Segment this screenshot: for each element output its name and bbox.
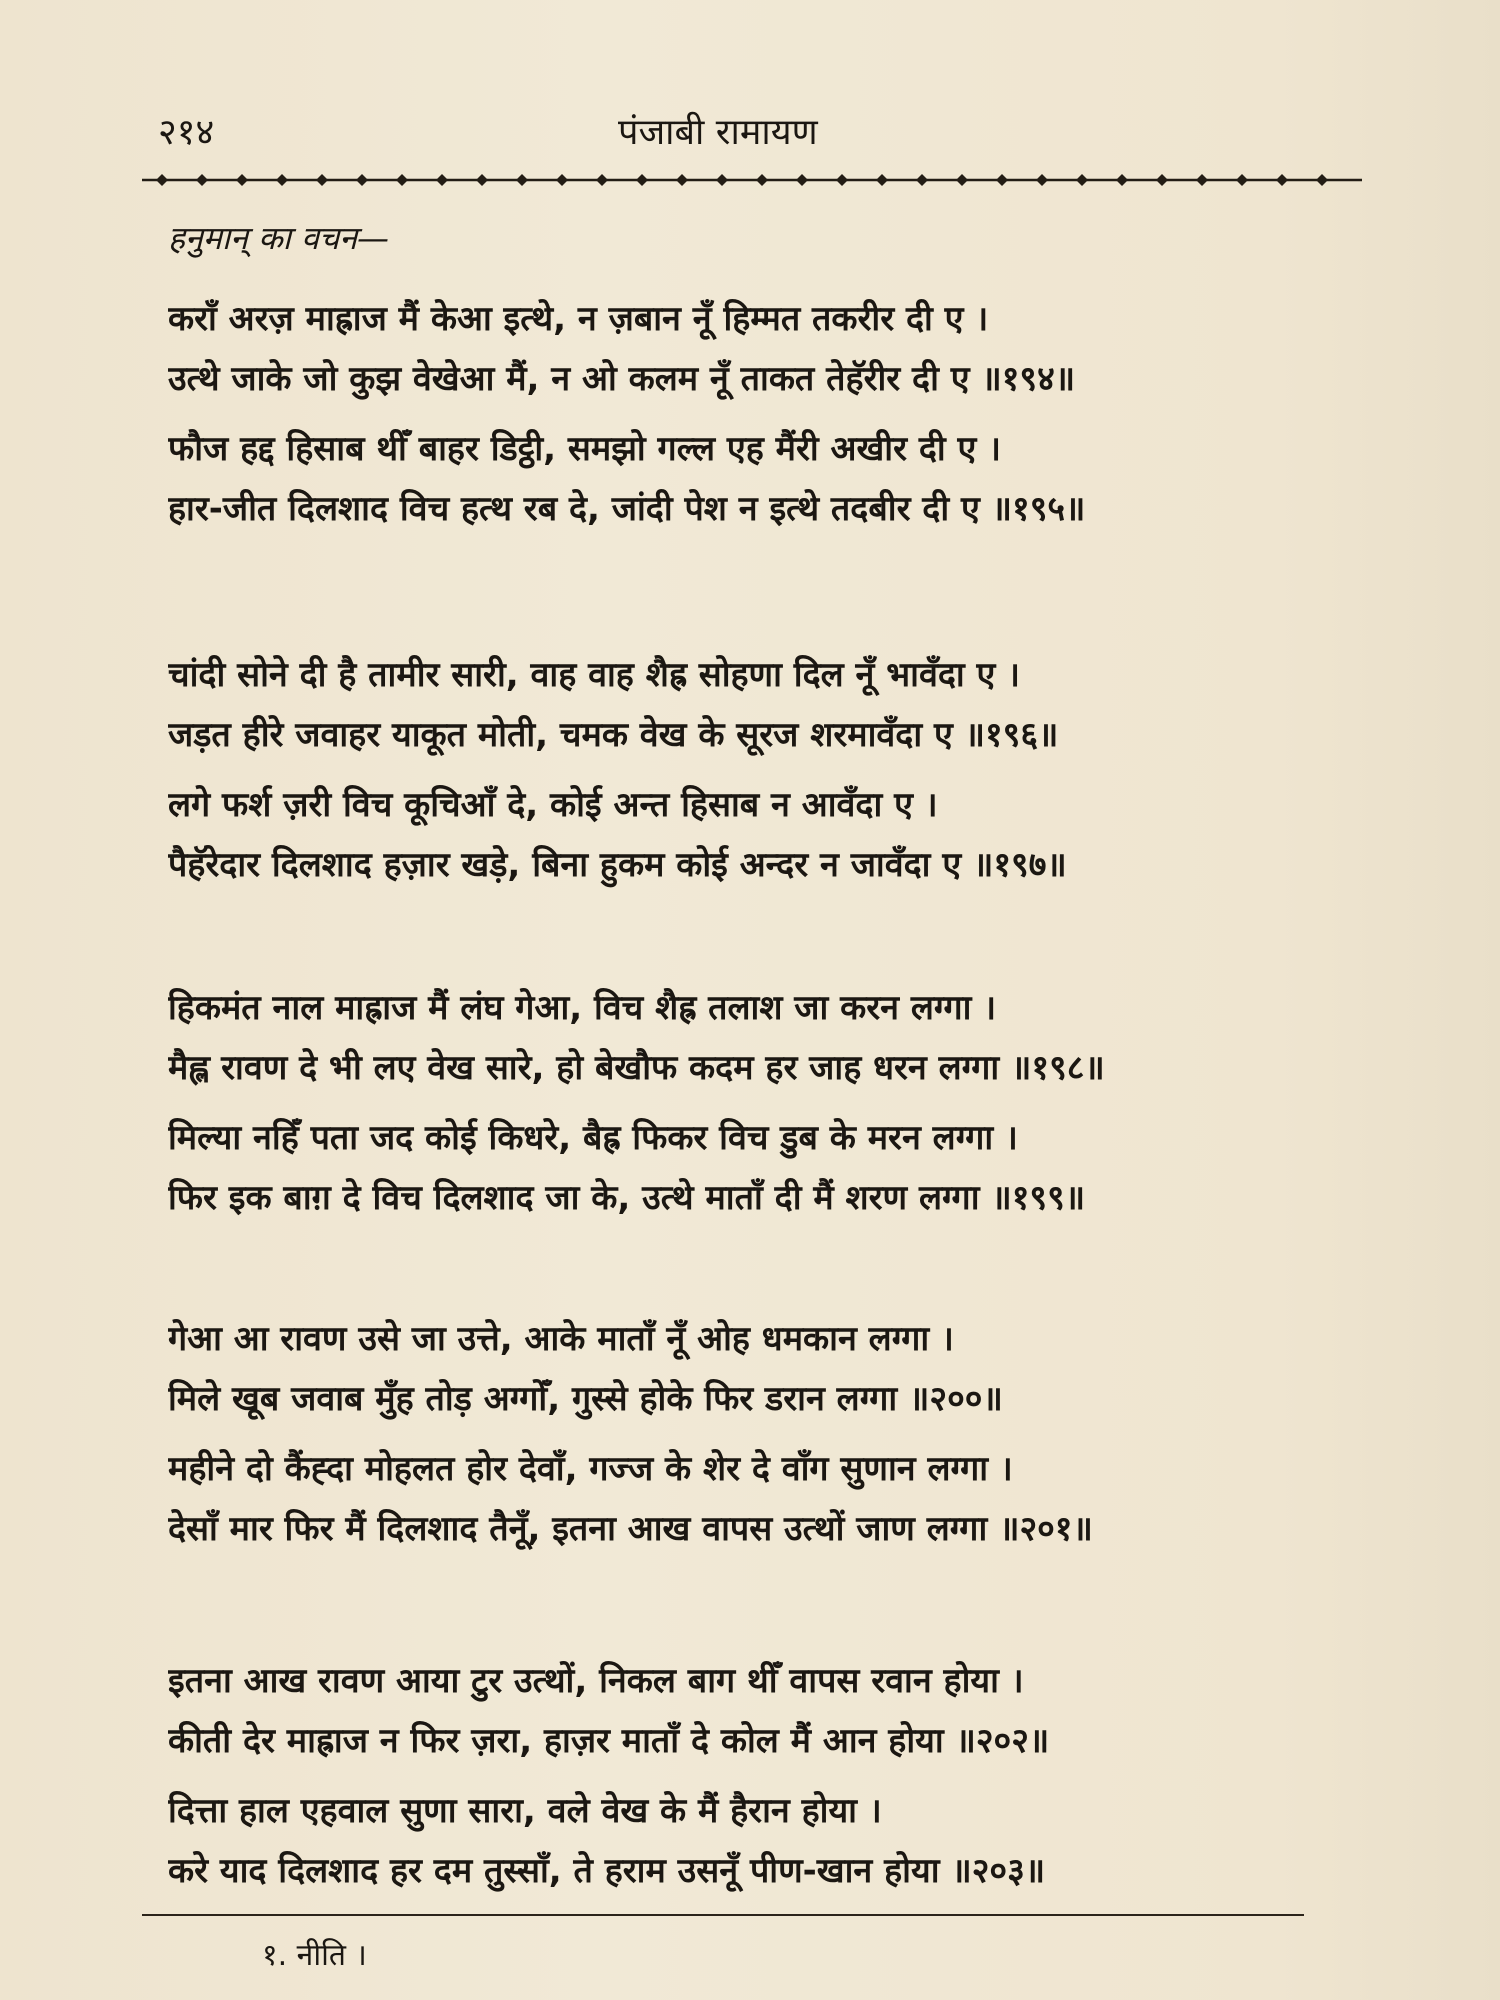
page-number: २१४ <box>158 112 215 153</box>
stanza <box>168 975 1303 1231</box>
rule-diamond <box>1196 174 1208 186</box>
verse-line: फौज हद्द हिसाब थीँ बाहर डिट्ठी, समझो गल्ल एह मैंरी अखीर दी ए । <box>168 429 1002 469</box>
stanza <box>168 1648 1303 1904</box>
page-header <box>158 108 1308 158</box>
rule-diamond <box>1236 174 1248 186</box>
rule-diamond <box>236 174 248 186</box>
verse-line: इतना आख रावण आया टुर उत्थों, निकल बाग थीँ वापस रवान होया । <box>168 1661 1024 1701</box>
rule-diamond <box>596 174 608 186</box>
rule-diamond <box>476 174 488 186</box>
verse-line: कराँ अरज़ माह्राज मैं केआ इत्थे, न ज़बान नूँ हिम्मत तकरीर दी ए । <box>168 299 989 339</box>
verse-line: करे याद दिलशाद हर दम तुस्साँ, ते हराम उसनूँ पीण-खान होया ॥२०३॥ <box>168 1851 1046 1891</box>
rule-diamond <box>876 174 888 186</box>
verse-line: हिकमंत नाल माह्राज मैं लंघ गेआ, विच शैह्र तलाश जा करन लग्गा । <box>168 988 997 1028</box>
rule-diamond <box>356 174 368 186</box>
rule-diamond <box>196 174 208 186</box>
verse-line: मैह्ल रावण दे भी लए वेख सारे, हो बेखौफ कदम हर जाह धरन लग्गा ॥१९८॥ <box>168 1048 1105 1088</box>
rule-diamond <box>436 174 448 186</box>
rule-diamond <box>556 174 568 186</box>
verse-line: दित्ता हाल एहवाल सुणा सारा, वले वेख के मैं हैरान होया । <box>168 1791 882 1831</box>
rule-diamond <box>636 174 648 186</box>
verse-line: उत्थे जाके जो कुझ वेखेआ मैं, न ओ कलम नूँ ताकत तेहॅरीर दी ए ॥१९४॥ <box>168 359 1076 399</box>
verse-line: जड़त हीरे जवाहर याकूत मोती, चमक वेख के सूरज शरमावँदा ए ॥१९६॥ <box>168 715 1059 755</box>
stanza <box>168 642 1303 898</box>
verse-line: पैहॅरेदार दिलशाद हज़ार खड़े, बिना हुकम कोई अन्दर न जावँदा ए ॥१९७॥ <box>168 845 1067 885</box>
rule-diamond <box>1036 174 1048 186</box>
rule-diamond <box>156 174 168 186</box>
stanza <box>168 286 1303 542</box>
rule-diamond <box>396 174 408 186</box>
rule-diamond <box>1156 174 1168 186</box>
rule-diamond <box>836 174 848 186</box>
rule-diamond <box>1076 174 1088 186</box>
rule-diamond <box>716 174 728 186</box>
ornamental-rule <box>142 172 1362 188</box>
footnote-divider <box>142 1914 1304 1916</box>
rule-diamond <box>316 174 328 186</box>
section-heading: हनुमान् का वचन— <box>168 219 390 257</box>
rule-diamond <box>756 174 768 186</box>
verse-line: गेआ आ रावण उसे जा उत्ते, आके माताँ नूँ ओह धमकान लग्गा । <box>168 1319 954 1359</box>
verse-line: महीने दो कैंह्दा मोहलत होर देवाँ, गज्ज के शेर दे वाँग सुणान लग्गा । <box>168 1449 1013 1489</box>
verse-line: देसाँ मार फिर मैं दिलशाद तैनूँ, इतना आख वापस उत्थों जाण लग्गा ॥२०१॥ <box>168 1509 1093 1549</box>
rule-diamond <box>916 174 928 186</box>
rule-diamond <box>276 174 288 186</box>
footnote: १. नीति । <box>262 1938 367 1973</box>
running-title: पंजाबी रामायण <box>618 112 818 153</box>
rule-diamond <box>1116 174 1128 186</box>
stanza <box>168 1306 1303 1562</box>
rule-diamond <box>676 174 688 186</box>
rule-diamond <box>796 174 808 186</box>
verse-line: कीती देर माह्राज न फिर ज़रा, हाज़र माताँ दे कोल मैं आन होया ॥२०२॥ <box>168 1721 1050 1761</box>
verse-line: फिर इक बाग़ दे विच दिलशाद जा के, उत्थे माताँ दी मैं शरण लग्गा ॥१९९॥ <box>168 1178 1086 1218</box>
rule-diamond <box>516 174 528 186</box>
verse-line: लगे फर्श ज़री विच कूचिआँ दे, कोई अन्त हिसाब न आवँदा ए । <box>168 785 938 825</box>
rule-diamond <box>956 174 968 186</box>
verse-line: चांदी सोने दी है तामीर सारी, वाह वाह शैह्र सोहणा दिल नूँ भावँदा ए । <box>168 655 1021 695</box>
verse-line: मिले खूब जवाब मुँह तोड़ अग्गोँ, गुस्से होके फिर डरान लग्गा ॥२००॥ <box>168 1379 1003 1419</box>
rule-diamond <box>1276 174 1288 186</box>
rule-diamond <box>1316 174 1328 186</box>
verse-line: मिल्या नहिँ पता जद कोई किधरे, बैह्र फिकर विच डुब के मरन लग्गा । <box>168 1118 1018 1158</box>
rule-diamond <box>996 174 1008 186</box>
verse-line: हार-जीत दिलशाद विच हत्थ रब दे, जांदी पेश न इत्थे तदबीर दी ए ॥१९५॥ <box>168 489 1086 529</box>
